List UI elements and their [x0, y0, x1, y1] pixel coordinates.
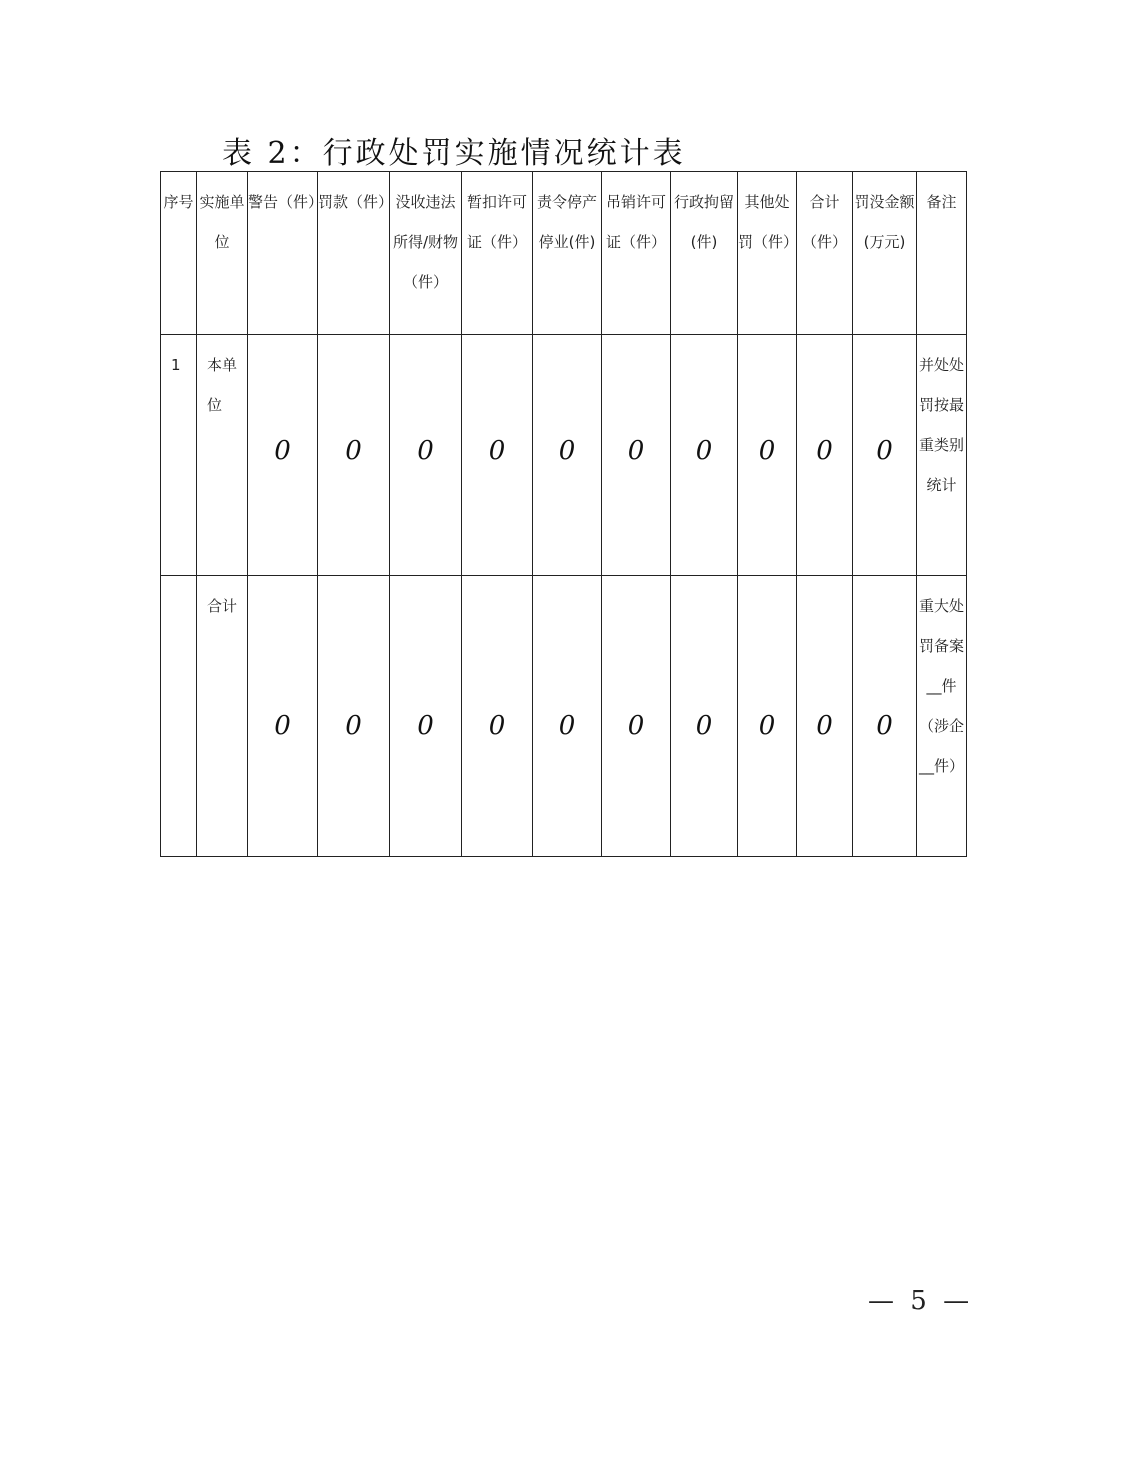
- value-cell: 0: [853, 576, 917, 857]
- header-cell: 其他处罚（件）: [738, 172, 797, 335]
- value-cell: 0: [318, 335, 390, 576]
- header-cell: 责令停产停业(件): [533, 172, 602, 335]
- row-index-cell: [161, 576, 197, 857]
- table-row: [161, 335, 967, 576]
- value-cell: 0: [602, 335, 671, 576]
- value-cell: 0: [533, 576, 602, 857]
- value-cell: 0: [390, 576, 462, 857]
- value-cell: 0: [602, 576, 671, 857]
- unit-cell: 合计: [197, 576, 248, 857]
- value-cell: 0: [797, 335, 853, 576]
- note-cell: 并处处罚按最重类别统计: [917, 335, 967, 576]
- value-cell: 0: [797, 576, 853, 857]
- value-cell: 0: [248, 576, 318, 857]
- penalty-statistics-table: [160, 171, 967, 857]
- note-cell: 重大处罚备案__件（涉企__件）: [917, 576, 967, 857]
- header-cell: 实施单位: [197, 172, 248, 335]
- value-cell: 0: [738, 576, 797, 857]
- table-row: [161, 576, 967, 857]
- header-cell: 罚没金额(万元): [853, 172, 917, 335]
- value-cell: 0: [738, 335, 797, 576]
- header-cell: 没收违法所得/财物（件）: [390, 172, 462, 335]
- page-number: — 5 —: [868, 1286, 974, 1316]
- unit-cell: 本单位: [197, 335, 248, 576]
- header-cell: 暂扣许可证（件）: [462, 172, 533, 335]
- value-cell: 0: [671, 576, 738, 857]
- header-cell: 合计（件）: [797, 172, 853, 335]
- header-cell: 行政拘留(件): [671, 172, 738, 335]
- header-cell: 备注: [917, 172, 967, 335]
- header-cell: 警告（件）: [248, 172, 318, 335]
- header-row: [161, 172, 967, 335]
- value-cell: 0: [318, 576, 390, 857]
- value-cell: 0: [462, 576, 533, 857]
- header-cell: 罚款（件）: [318, 172, 390, 335]
- value-cell: 0: [671, 335, 738, 576]
- value-cell: 0: [248, 335, 318, 576]
- header-cell: 吊销许可证（件）: [602, 172, 671, 335]
- value-cell: 0: [533, 335, 602, 576]
- value-cell: 0: [853, 335, 917, 576]
- row-index-cell: 1: [161, 335, 197, 576]
- value-cell: 0: [462, 335, 533, 576]
- value-cell: 0: [390, 335, 462, 576]
- header-cell: 序号: [161, 172, 197, 335]
- table-title: 表 2：行政处罚实施情况统计表: [222, 136, 686, 171]
